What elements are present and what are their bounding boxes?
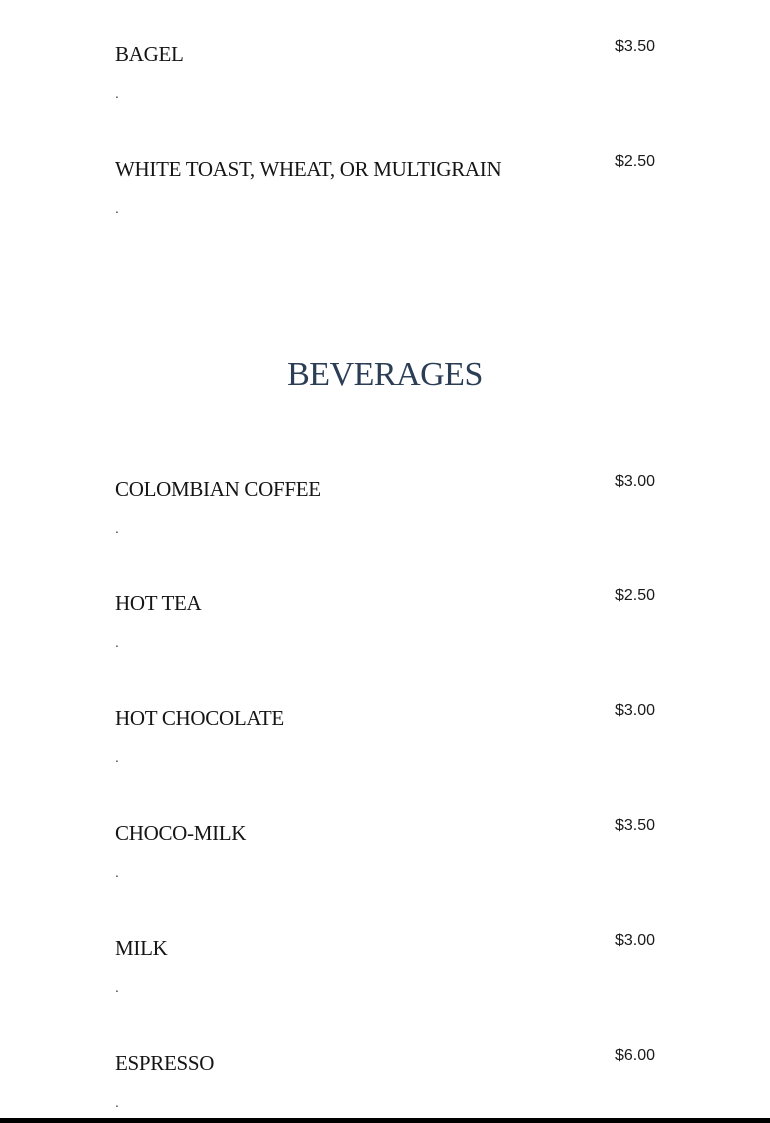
item-price: $3.50 [614, 38, 655, 55]
item-name: ESPRESSO [115, 1051, 215, 1075]
menu-item-choco-milk [115, 785, 655, 880]
item-name: HOT TEA [115, 591, 202, 615]
item-price: $3.00 [614, 932, 655, 949]
item-name: WHITE TOAST, WHEAT, OR MULTIGRAIN [115, 157, 502, 181]
item-description: . [115, 979, 119, 995]
item-name: COLOMBIAN COFFEE [115, 477, 321, 501]
item-price: $2.50 [614, 153, 655, 170]
menu-item-hot-tea [115, 555, 655, 650]
menu-item-milk [115, 900, 655, 995]
item-name: BAGEL [115, 42, 184, 66]
item-price: $3.50 [614, 817, 655, 834]
item-price: $6.00 [614, 1047, 655, 1064]
menu-item-toast [115, 121, 655, 216]
menu-item-hot-chocolate [115, 670, 655, 765]
item-name: HOT CHOCOLATE [115, 706, 284, 730]
item-price: $2.50 [614, 587, 655, 604]
item-description: . [115, 85, 119, 101]
item-description: . [115, 520, 119, 536]
item-price: $3.00 [614, 473, 655, 490]
bottom-edge-bar [0, 1118, 770, 1123]
item-description: . [115, 200, 119, 216]
item-description: . [115, 634, 119, 650]
menu-item-espresso [115, 1015, 655, 1110]
item-description: . [115, 749, 119, 765]
item-description: . [115, 864, 119, 880]
item-name: CHOCO-MILK [115, 821, 247, 845]
item-description: . [115, 1094, 119, 1110]
item-price: $3.00 [614, 702, 655, 719]
section-title-beverages: BEVERAGES [287, 356, 483, 393]
menu-item-bagel [115, 6, 655, 101]
menu-item-colombian-coffee [115, 441, 655, 536]
item-name: MILK [115, 936, 168, 960]
